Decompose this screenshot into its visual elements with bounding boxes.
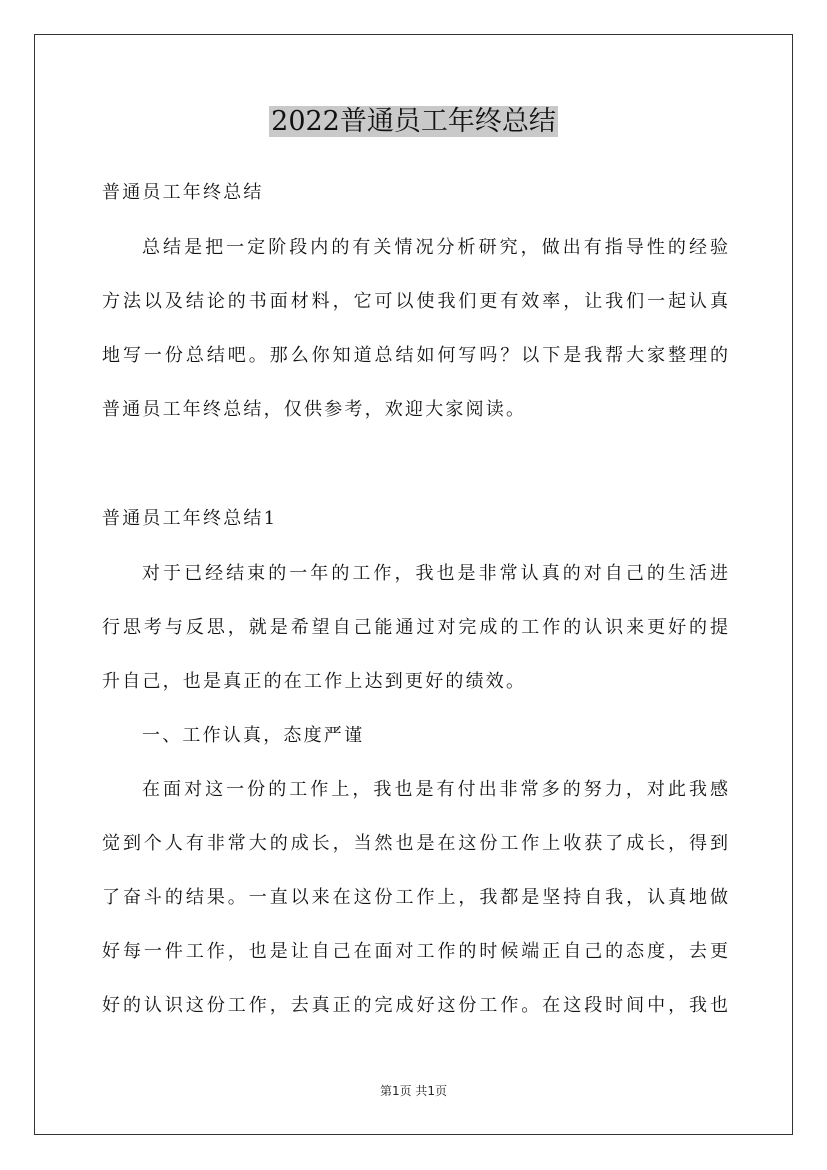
- section1-line-2: 行思考与反思，就是希望自己能通过对完成的工作的认识来更好的提: [102, 617, 728, 638]
- document-title: [0, 100, 827, 144]
- intro-heading: 普通员工年终总结: [102, 182, 264, 203]
- intro-line-1: 总结是把一定阶段内的有关情况分析研究，做出有指导性的经验: [142, 237, 728, 258]
- section1-line-3: 升自己，也是真正的在工作上达到更好的绩效。: [102, 671, 527, 692]
- intro-line-2: 方法以及结论的书面材料，它可以使我们更有效率，让我们一起认真: [102, 291, 728, 312]
- paragraph-line-3: 了奋斗的结果。一直以来在这份工作上，我都是坚持自我，认真地做: [102, 887, 728, 908]
- intro-line-3: 地写一份总结吧。那么你知道总结如何写吗？以下是我帮大家整理的: [102, 345, 728, 366]
- paragraph-line-1: 在面对这一份的工作上，我也是有付出非常多的努力，对此我感: [142, 779, 728, 800]
- paragraph-line-5: 好的认识这份工作，去真正的完成好这份工作。在这段时间中，我也: [102, 995, 728, 1016]
- intro-line-4: 普通员工年终总结，仅供参考，欢迎大家阅读。: [102, 399, 527, 420]
- section1-line-1: 对于已经结束的一年的工作，我也是非常认真的对自己的生活进: [142, 563, 728, 584]
- paragraph-line-2: 觉到个人有非常大的成长，当然也是在这份工作上收获了成长，得到: [102, 833, 728, 854]
- page-number-footer: 第1页 共1页: [379, 1084, 448, 1098]
- subheading-1: 一、工作认真，态度严谨: [142, 725, 365, 746]
- section1-heading: 普通员工年终总结1: [102, 508, 278, 529]
- paragraph-line-4: 好每一件工作，也是让自己在面对工作的时候端正自己的态度，去更: [102, 941, 728, 962]
- document-title-text: 2022普通员工年终总结: [271, 106, 556, 137]
